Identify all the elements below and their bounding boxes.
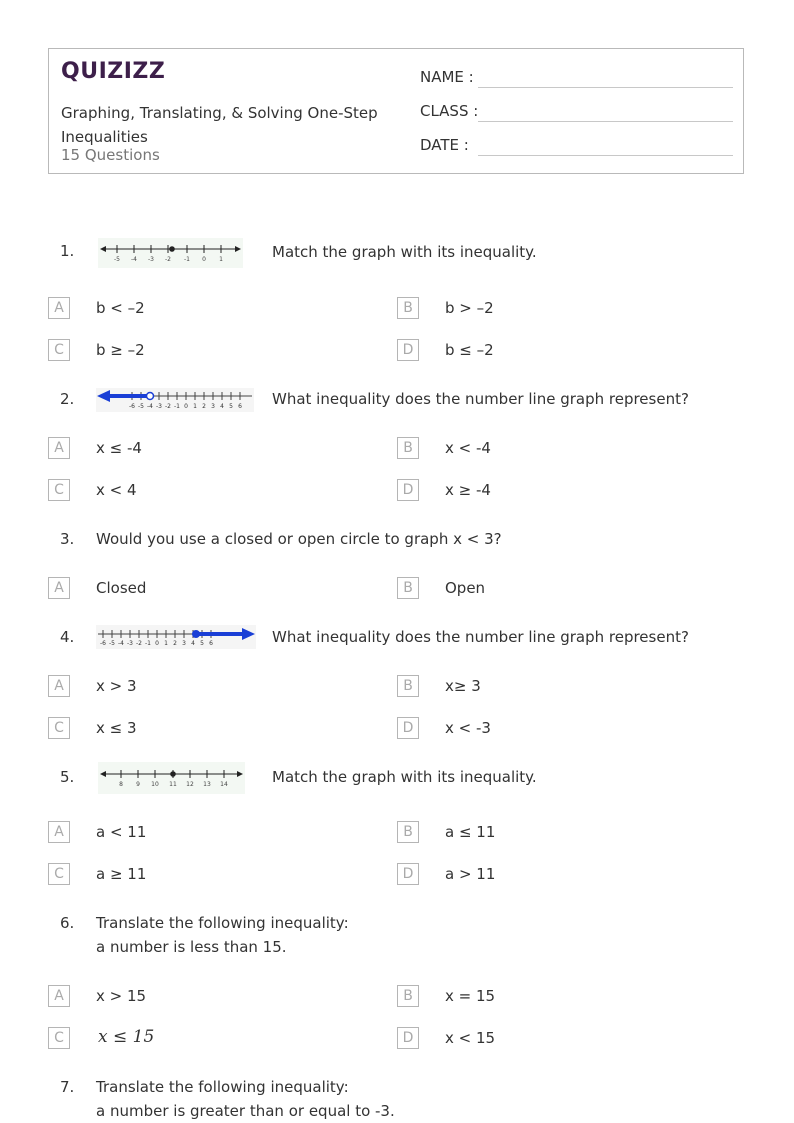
option-b-box[interactable]: B (397, 577, 419, 599)
question-text-line-1: Translate the following inequality: (96, 1078, 349, 1096)
option-c-box[interactable]: C (48, 479, 70, 501)
option-b-text: x < -4 (445, 439, 491, 457)
option-d-text: x ≥ -4 (445, 481, 491, 499)
option-a-box[interactable]: A (48, 577, 70, 599)
svg-text:-5: -5 (138, 403, 144, 410)
svg-text:0: 0 (184, 403, 188, 410)
option-d-text: x < -3 (445, 719, 491, 737)
option-a-box[interactable]: A (48, 437, 70, 459)
option-a-box[interactable]: A (48, 675, 70, 697)
svg-text:-1: -1 (174, 403, 180, 410)
tick-label: -2 (165, 256, 171, 263)
option-a-box[interactable]: A (48, 985, 70, 1007)
class-line[interactable] (478, 121, 733, 122)
svg-text:5: 5 (200, 640, 204, 647)
question-number: 5. (60, 768, 75, 786)
question-text-line-2: a number is greater than or equal to -3. (96, 1102, 395, 1120)
question-text: Match the graph with its inequality. (272, 768, 537, 786)
option-d-text: a > 11 (445, 865, 496, 883)
name-label: NAME : (420, 68, 474, 86)
option-b-text: a ≤ 11 (445, 823, 496, 841)
svg-text:8: 8 (119, 781, 123, 788)
class-field[interactable] (420, 102, 733, 126)
option-b-text: x≥ 3 (445, 677, 481, 695)
svg-text:-3: -3 (156, 403, 162, 410)
svg-text:1: 1 (164, 640, 168, 647)
option-a-text: a < 11 (96, 823, 147, 841)
option-d-box[interactable]: D (397, 863, 419, 885)
name-field[interactable] (420, 68, 733, 92)
question-number: 2. (60, 390, 75, 408)
option-c-text: a ≥ 11 (96, 865, 147, 883)
option-a-box[interactable]: A (48, 821, 70, 843)
name-line[interactable] (478, 87, 733, 88)
option-a-box[interactable]: A (48, 297, 70, 319)
question-count: 15 Questions (61, 146, 160, 164)
option-d-box[interactable]: D (397, 717, 419, 739)
svg-text:5: 5 (229, 403, 233, 410)
svg-text:10: 10 (151, 781, 159, 788)
svg-text:14: 14 (220, 781, 228, 788)
svg-text:11: 11 (169, 781, 177, 788)
svg-text:2: 2 (173, 640, 177, 647)
svg-text:-2: -2 (165, 403, 171, 410)
svg-text:4: 4 (220, 403, 224, 410)
svg-text:-2: -2 (136, 640, 142, 647)
option-c-text: x ≤ 3 (96, 719, 137, 737)
date-field[interactable] (420, 136, 733, 160)
option-d-box[interactable]: D (397, 1027, 419, 1049)
number-line-image (98, 762, 245, 794)
option-c-box[interactable]: C (48, 339, 70, 361)
question-text-line-1: Translate the following inequality: (96, 914, 349, 932)
number-line-image (96, 625, 256, 649)
date-label: DATE : (420, 136, 469, 154)
option-c-text: b ≥ –2 (96, 341, 145, 359)
question-number: 6. (60, 914, 75, 932)
worksheet-header (48, 48, 744, 174)
svg-text:-5: -5 (109, 640, 115, 647)
option-c-text: x < 4 (96, 481, 137, 499)
option-a-text: b < –2 (96, 299, 145, 317)
question-number: 4. (60, 628, 75, 646)
option-d-box[interactable]: D (397, 339, 419, 361)
option-c-text: x ≤ 15 (98, 1027, 155, 1047)
svg-text:1: 1 (193, 403, 197, 410)
svg-text:6: 6 (238, 403, 242, 410)
svg-text:12: 12 (186, 781, 194, 788)
option-c-box[interactable]: C (48, 717, 70, 739)
number-line-image (98, 238, 243, 268)
option-a-text: x ≤ -4 (96, 439, 142, 457)
svg-text:4: 4 (191, 640, 195, 647)
option-b-box[interactable]: B (397, 985, 419, 1007)
svg-text:9: 9 (136, 781, 140, 788)
svg-text:2: 2 (202, 403, 206, 410)
tick-label: -3 (148, 256, 154, 263)
option-d-text: b ≤ –2 (445, 341, 494, 359)
question-text: What inequality does the number line graph represent? (272, 628, 689, 646)
number-line-image (96, 388, 254, 412)
svg-text:-6: -6 (129, 403, 135, 410)
question-text: What inequality does the number line graph represent? (272, 390, 689, 408)
question-number: 3. (60, 530, 75, 548)
option-c-box[interactable]: C (48, 863, 70, 885)
option-b-box[interactable]: B (397, 297, 419, 319)
option-a-text: x > 15 (96, 987, 147, 1005)
option-b-text: b > –2 (445, 299, 494, 317)
question-text-line-2: a number is less than 15. (96, 938, 287, 956)
option-b-box[interactable]: B (397, 675, 419, 697)
option-b-box[interactable]: B (397, 437, 419, 459)
option-c-box[interactable]: C (48, 1027, 70, 1049)
option-b-text: Open (445, 579, 486, 597)
class-label: CLASS : (420, 102, 479, 120)
option-b-text: x = 15 (445, 987, 496, 1005)
svg-text:0: 0 (155, 640, 159, 647)
tick-label: 1 (219, 256, 223, 263)
option-d-text: x < 15 (445, 1029, 496, 1047)
svg-text:3: 3 (211, 403, 215, 410)
worksheet-title: Graphing, Translating, & Solving One-Step Inequalities (61, 104, 378, 146)
option-a-text: Closed (96, 579, 147, 597)
svg-text:-6: -6 (100, 640, 106, 647)
question-text: Would you use a closed or open circle to graph x < 3? (96, 530, 502, 548)
svg-text:-1: -1 (145, 640, 151, 647)
tick-label: -4 (131, 256, 137, 263)
svg-text:3: 3 (182, 640, 186, 647)
svg-text:6: 6 (209, 640, 213, 647)
tick-label: -5 (114, 256, 120, 263)
quizizz-logo: QUIZIZZ (61, 59, 166, 84)
svg-text:-4: -4 (118, 640, 124, 647)
option-d-box[interactable]: D (397, 479, 419, 501)
svg-text:-4: -4 (147, 403, 153, 410)
svg-text:13: 13 (203, 781, 211, 788)
svg-text:-3: -3 (127, 640, 133, 647)
option-a-text: x > 3 (96, 677, 137, 695)
tick-label: 0 (202, 256, 206, 263)
question-number: 7. (60, 1078, 75, 1096)
question-text: Match the graph with its inequality. (272, 243, 537, 261)
question-number: 1. (60, 242, 75, 260)
option-b-box[interactable]: B (397, 821, 419, 843)
tick-label: -1 (184, 256, 190, 263)
date-line[interactable] (478, 155, 733, 156)
